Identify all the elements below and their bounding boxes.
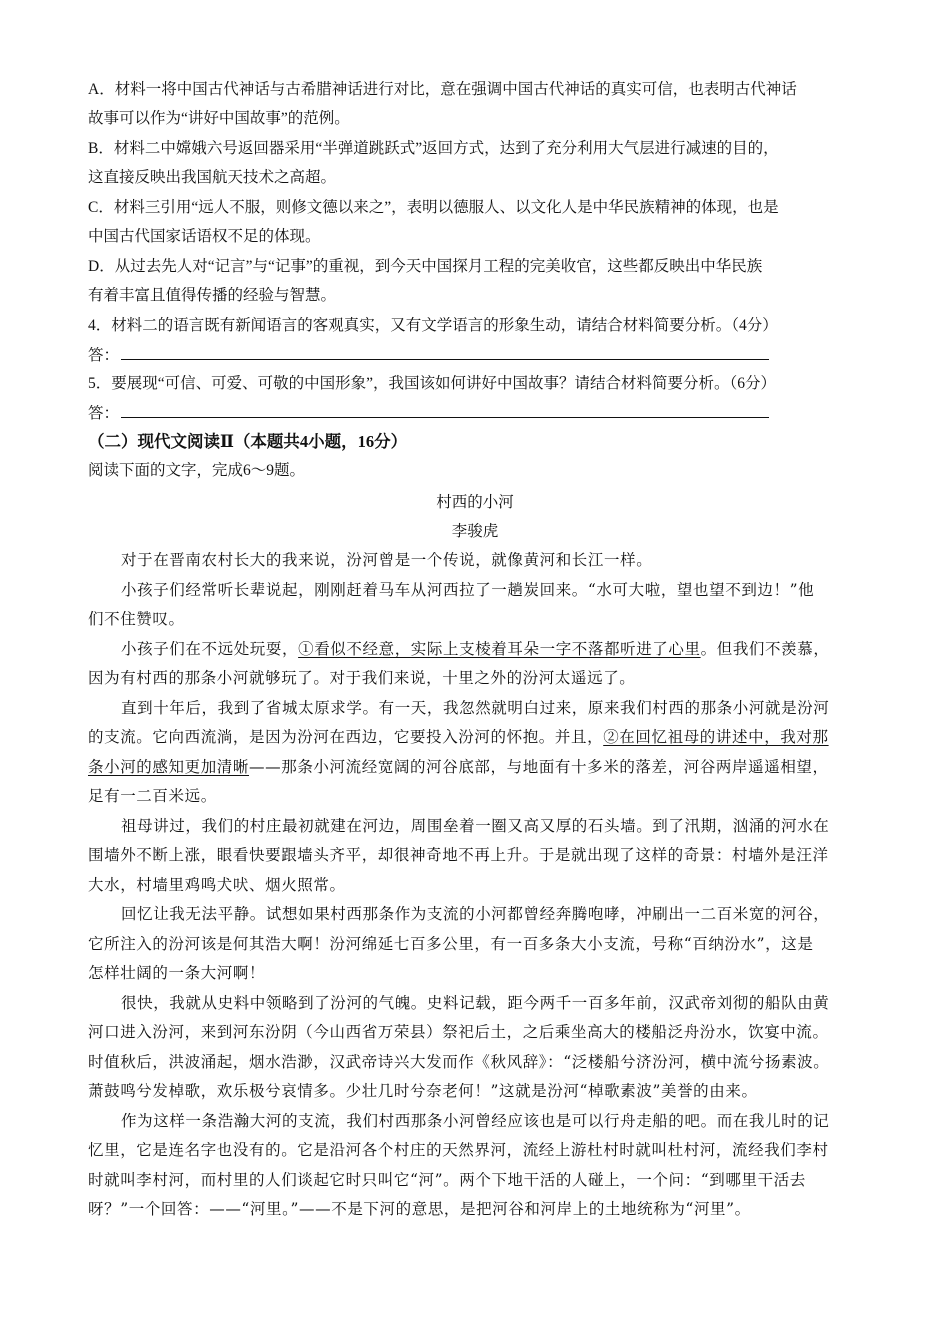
p8-line1: 作为这样一条浩瀚大河的支流，我们村西那条小河曾经应该也是可以行舟走船的吧。而在我儿时的记 — [121, 1112, 830, 1130]
p1-line1: 对于在晋南农村长大的我来说，汾河曾是一个传说，就像黄河和长江一样。 — [121, 551, 653, 569]
section-title: （二）现代文阅读Ⅱ（本题共4小题，16分） — [88, 432, 408, 451]
answer-4-row — [88, 345, 868, 366]
p4-line1: 直到十年后，我到了省城太原求学。有一天，我忽然就明白过来，原来我们村西的那条小河就是汾河 — [121, 699, 830, 717]
p4-line2 — [88, 727, 868, 747]
question-5: 5．要展现“可信、可爱、可敬的中国形象”，我国该如何讲好中国故事？请结合材料简要分析。（6分） — [88, 375, 777, 392]
option-d-line1: D．从过去先人对“记言”与“记事”的重视，到今天中国探月工程的完美收官，这些都反映出中华民族 — [88, 258, 763, 275]
option-a-line2: 故事可以作为“讲好中国故事”的范例。 — [88, 110, 350, 127]
option-b-line1: B．材料二中嫦娥六号返回器采用“半弹道跳跃式”返回方式，达到了充分利用大气层进行减速的目的， — [88, 140, 779, 157]
p8-line2: 忆里，它是连名字也没有的。它是沿河各个村庄的天然界河，流经上游杜村时就叫杜村河，流经我们李村 — [88, 1141, 829, 1159]
article-author: 李骏虎 — [451, 522, 499, 540]
p3-line1 — [121, 639, 868, 659]
answer-5-row — [88, 403, 868, 424]
answer-5-blank[interactable] — [121, 403, 769, 418]
p5-line2: 围墙外不断上涨，眼看快要跟墙头齐平，却很神奇地不再上升。于是就出现了这样的奇景：村墙外是汪洋 — [88, 846, 829, 864]
p3-line2: 因为有村西的那条小河就够玩了。对于我们来说，十里之外的汾河太遥远了。 — [88, 669, 636, 687]
answer-5-label: 答： — [88, 405, 120, 422]
p3-text-b: 。但我们不羡慕， — [700, 640, 830, 658]
p7-line2: 河口进入汾河，来到河东汾阴（今山西省万荣县）祭祀后土，之后乘坐高大的楼船泛舟汾水，饮宴中流。 — [88, 1023, 829, 1041]
option-c-line2: 中国古代国家话语权不足的体现。 — [88, 228, 321, 245]
p7-line1: 很快，我就从史料中领略到了汾河的气魄。史料记载，距今两千一百多年前，汉武帝刘彻的船队由黄 — [121, 994, 830, 1012]
underlined-sentence-1: ①看似不经意，实际上支棱着耳朵一字不落都听进了心里 — [298, 640, 701, 658]
p2-line2: 们不住赞叹。 — [88, 610, 185, 628]
p4-text-a: 的支流。它向西流淌，是因为汾河在西边，它要投入汾河的怀抱。并且， — [88, 728, 604, 746]
section-instruction: 阅读下面的文字，完成6～9题。 — [88, 462, 306, 479]
underlined-sentence-2a: ②在回忆祖母的讲述中，我对那 — [603, 728, 829, 746]
p6-line2: 它所注入的汾河该是何其浩大啊！汾河绵延七百多公里，有一百多条大小支流，号称“百纳汾水”，这是 — [88, 935, 814, 953]
p2-line1: 小孩子们经常听长辈说起，刚刚赶着马车从河西拉了一趟炭回来。“水可大啦，望也望不到边！”他 — [121, 581, 815, 599]
p4-text-b: ——那条小河流经宽阔的河谷底部，与地面有十多米的落差，河谷两岸遥遥相望， — [249, 758, 829, 776]
p4-line3 — [88, 757, 868, 777]
p8-line4: 呀？”一个回答：——“河里。”——不是下河的意思，是把河谷和河岸上的土地统称为“河里”。 — [88, 1200, 751, 1218]
option-b-line2: 这直接反映出我国航天技术之高超。 — [88, 169, 337, 186]
p7-line4: 萧鼓鸣兮发棹歌，欢乐极兮哀情多。少壮几时兮奈老何！”这就是汾河“棹歌素波”美誉的由来。 — [88, 1082, 758, 1100]
answer-4-label: 答： — [88, 347, 120, 364]
underlined-sentence-2b: 条小河的感知更加清晰 — [88, 758, 250, 776]
p8-line3: 时就叫李村河，而村里的人们谈起它时只叫它“河”。两个下地干活的人碰上，一个问：“到哪里干活去 — [88, 1171, 806, 1189]
p3-text-a: 小孩子们在不远处玩耍， — [121, 640, 299, 658]
p4-line4: 足有一二百米远。 — [88, 787, 217, 805]
p5-line1: 祖母讲过，我们的村庄最初就建在河边，周围垒着一圈又高又厚的石头墙。到了汛期，汹涌的河水在 — [121, 817, 830, 835]
question-4: 4．材料二的语言既有新闻语言的客观真实，又有文学语言的形象生动，请结合材料简要分析。（4分） — [88, 317, 778, 334]
answer-4-blank[interactable] — [121, 345, 769, 360]
p5-line3: 大水，村墙里鸡鸣犬吠、烟火照常。 — [88, 876, 346, 894]
article-title: 村西的小河 — [436, 493, 514, 511]
p6-line3: 怎样壮阔的一条大河啊！ — [88, 964, 266, 982]
p6-line1: 回忆让我无法平静。试想如果村西那条作为支流的小河都曾经奔腾咆哮，冲刷出一二百米宽的河谷， — [121, 905, 830, 923]
option-c-line1: C．材料三引用“远人不服，则修文德以来之”，表明以德服人、以文化人是中华民族精神的体现，也是 — [88, 199, 779, 216]
p7-line3: 时值秋后，洪波涌起，烟水浩渺，汉武帝诗兴大发而作《秋风辞》：“泛楼船兮济汾河，横中流兮扬素波。 — [88, 1053, 830, 1071]
option-a-line1: A．材料一将中国古代神话与古希腊神话进行对比，意在强调中国古代神话的真实可信，也表明古代神话 — [88, 81, 797, 98]
option-d-line2: 有着丰富且值得传播的经验与智慧。 — [88, 287, 337, 304]
